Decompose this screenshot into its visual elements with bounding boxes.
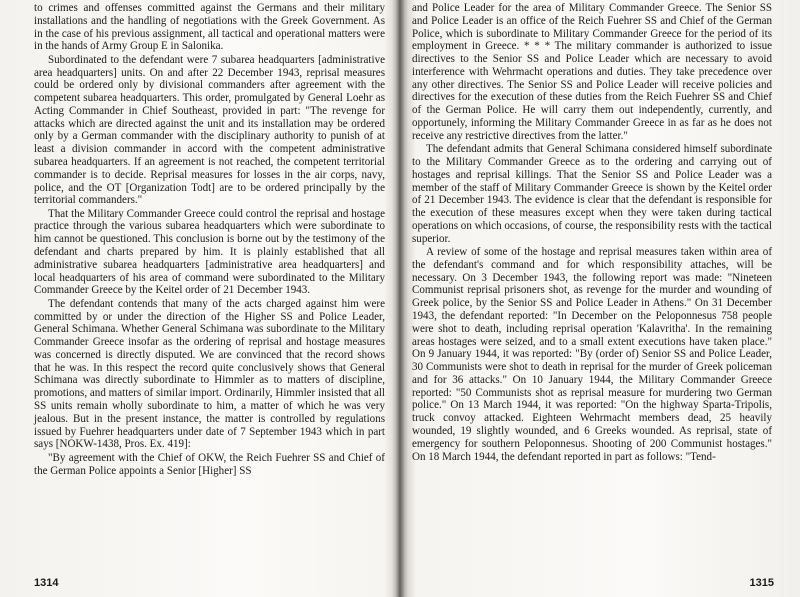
paragraph: Subordinated to the defendant were 7 subarea headquarters [administrative area headquarters] units. On and after 22 December 1943, reprisal measures could be ordered only by divisional commanders after agreement with the competent subarea headquarters. This order, promulgated by General Loehr as Acting Commander in Chief Southeast, provided in part: "The revenge for attacks which are directed against the unit and its installation may be ordered only by a German commander with the disciplinary authority to punish of at least a division commander in accord with the competent administrative subarea headquarters. If an agreement is not reached, the competent territorial commander is to decide. Reprisal measures for losses in the air corps, navy, police, and the OT [Organization Todt] are to be ordered principally by the territorial commanders." xyxy=(34,53,385,207)
left-page-text xyxy=(34,2,385,477)
paragraph: to crimes and offenses committed against the Germans and their military installations and the handling of negotiations with the Greek Government. As in the case of his previous assignment, all tactical and operational matters were in the hands of Army Group E in Salonika. xyxy=(34,2,385,53)
page-number: 1314 xyxy=(34,577,59,589)
paragraph: That the Military Commander Greece could control the reprisal and hostage practice through the various subarea headquarters which were subordinate to him cannot be questioned. This conclusion is borne out by the testimony of the defendant and charts prepared by him. It is plainly established that all administrative subarea headquarters [administrative area headquarters] and local headquarters of his area of command were subordinated to the Military Commander Greece by the Keitel order of 21 December 1943. xyxy=(34,207,385,297)
right-page-text xyxy=(412,2,772,463)
paragraph: "By agreement with the Chief of OKW, the Reich Fuehrer SS and Chief of the German Police appoints a Senior [Higher] SS xyxy=(34,451,385,477)
page-number: 1315 xyxy=(749,577,774,589)
paragraph: A review of some of the hostage and reprisal measures taken within area of the defendant's command and for which responsibility attaches, will be necessary. On 3 December 1943, the following report was made: "Nineteen Communist reprisal prisoners shot, as revenge for the murder and wounding of Greek police, by the Senior SS and Police Leader in Athens." On 31 December 1943, the defendant reported: "In December on the Peloponnesus 758 people were shot to death, including reprisal operation 'Kalavritha'. In the remaining areas hostages were seized, and to a small extent executions have taken place." On 9 January 1944, it was reported: "By (order of) Senior SS and Police Leader, 30 Communists were shot to death in reprisal for the murder of Greek policeman and for 36 attacks." On 10 January 1944, the Military Commander Greece reported: "50 Communists shot as reprisal measure for murdering two German police." On 13 March 1944, it was reported: "On the highway Sparta-Tripolis, truck convoy attacked. Eighteen Wehrmacht members dead, 25 heavily wounded, 19 slightly wounded, and 6 Greeks wounded. As reprisal, state of emergency for southern Peloponnesus. Shooting of 200 Communist hostages." On 18 March 1944, the defendant reported in part as follows: "Tend- xyxy=(412,246,772,463)
paragraph: The defendant admits that General Schimana considered himself subordinate to the Military Commander Greece as to the ordering and carrying out of hostages and reprisal killings. That the Senior SS and Police Leader was a member of the staff of Military Commander Greece is shown by the Keitel order of 21 December 1943. The evidence is clear that the defendant is responsible for the execution of these measures except when they were taken during tactical operations on which occasions, of course, the responsibility rests with the tactical superior. xyxy=(412,143,772,245)
paragraph: The defendant contends that many of the acts charged against him were committed by or under the direction of the Higher SS and Police Leader, General Schimana. Whether General Schimana was subordinate to the Military Commander Greece insofar as the ordering of reprisal and hostage measures was concerned is directly disputed. We are convinced that the record shows that he was. In this respect the record quite conclusively shows that General Schimana was directly subordinate to Himmler as to matters of discipline, promotions, and matters of similar import. Ordinarily, Himmler insisted that all SS units remain wholly subordinate to him, a matter of which he was very jealous. But in the present instance, the matter is controlled by regulations issued by Fuehrer headquarters under date of 7 September 1943 which in part says [NOKW-1438, Pros. Ex. 419]: xyxy=(34,297,385,451)
paragraph: and Police Leader for the area of Military Commander Greece. The Senior SS and Police Leader is an office of the Reich Fuehrer SS and Chief of the German Police, which is subordinate to Military Commander Greece for the period of its employment in Greece. * * * The military commander is authorized to issue directives to the Senior SS and Police Leader which are necessary to avoid interference with Wehrmacht operations and duties. They take precedence over any other directives. The Senior SS and Police Leader will receive policies and directives for the execution of these duties from the Reich Fuehrer SS and Chief of the German Police. He will carry them out independently, currently, and opportunely, informing the Military Commander Greece in as far as he does not receive any restrictive directives from the latter." xyxy=(412,2,772,142)
right-page xyxy=(400,0,800,597)
